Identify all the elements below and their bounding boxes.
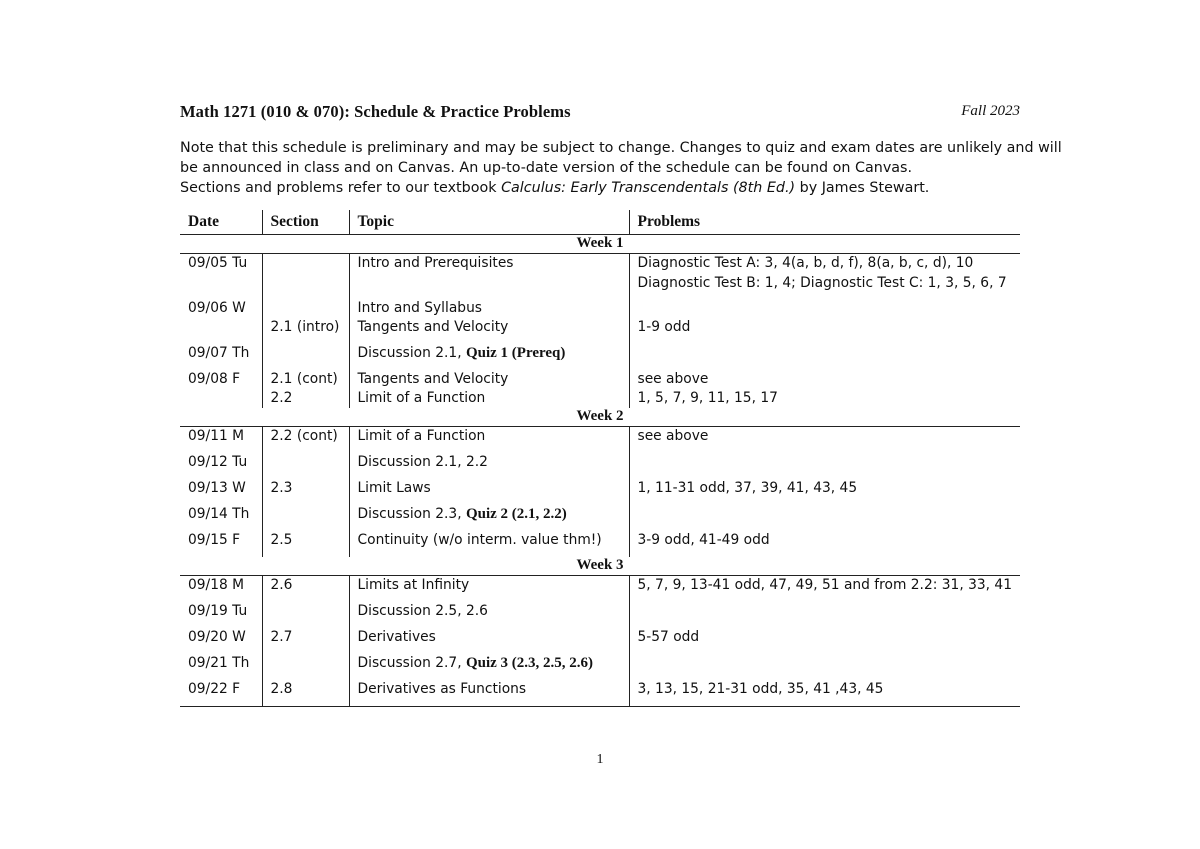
section-cell: 2.8 [262, 680, 349, 707]
topic-cell [349, 531, 629, 557]
section-cell: 2.1 (intro) [262, 318, 349, 344]
table-row [180, 654, 1020, 680]
problems-cell [629, 254, 1020, 300]
table-row [180, 389, 1020, 408]
date-cell: 09/13 W [180, 479, 262, 505]
column-header-section: Section [262, 210, 349, 235]
date-cell: 09/21 Th [180, 654, 262, 680]
topic-cell [349, 628, 629, 654]
problems-text: Diagnostic Test B: 1, 4; Diagnostic Test C: 1, 3, 5, 6, 7 [637, 274, 1007, 291]
date-cell: 09/14 Th [180, 505, 262, 531]
section-cell: 2.2 [262, 389, 349, 408]
problems-text: 1-9 odd [637, 319, 691, 335]
problems-cell [629, 453, 1020, 479]
quiz-label: Quiz 3 (2.3, 2.5, 2.6) [465, 655, 594, 671]
section-cell [262, 299, 349, 318]
date-cell: 09/08 F [180, 370, 262, 389]
topic-cell [349, 453, 629, 479]
table-row [180, 254, 1020, 300]
topic-text: Limits at Infinity [357, 577, 470, 593]
week-row [180, 557, 1020, 576]
table-header-row [180, 210, 1020, 235]
problems-cell [629, 318, 1020, 344]
topic-text: Discussion 2.7, [357, 655, 466, 671]
page-number: 1 [596, 752, 604, 767]
table-row [180, 602, 1020, 628]
topic-cell [349, 576, 629, 603]
intro-text: by James Stewart. [795, 179, 930, 196]
topic-cell [349, 654, 629, 680]
topic-cell [349, 479, 629, 505]
section-cell: 2.7 [262, 628, 349, 654]
table-row [180, 370, 1020, 389]
problems-cell [629, 344, 1020, 370]
intro-paragraph [180, 139, 1062, 198]
table-row [180, 318, 1020, 344]
section-cell [262, 505, 349, 531]
table-row [180, 680, 1020, 707]
date-cell: 09/20 W [180, 628, 262, 654]
topic-cell [349, 344, 629, 370]
week-row [180, 408, 1020, 427]
problems-cell [629, 654, 1020, 680]
topic-text: Limit Laws [357, 480, 431, 496]
problems-text: 1, 11-31 odd, 37, 39, 41, 43, 45 [637, 480, 858, 496]
table-row [180, 344, 1020, 370]
intro-line-2: be announced in class and on Canvas. An up-to-date version of the schedule can be found on Canvas. [180, 159, 913, 176]
date-cell [180, 389, 262, 408]
schedule-table [180, 210, 1020, 707]
date-cell: 09/15 F [180, 531, 262, 557]
topic-text: Derivatives [357, 629, 436, 645]
week-label: Week 1 [180, 235, 1020, 254]
topic-text: Discussion 2.1, 2.2 [357, 454, 488, 470]
topic-cell [349, 505, 629, 531]
topic-text: Discussion 2.3, [357, 506, 466, 522]
date-cell: 09/05 Tu [180, 254, 262, 300]
problems-cell [629, 531, 1020, 557]
problems-cell [629, 505, 1020, 531]
intro-text: Sections and problems refer to our textbook [180, 179, 502, 196]
table-row [180, 505, 1020, 531]
problems-cell [629, 389, 1020, 408]
problems-text: 3, 13, 15, 21-31 odd, 35, 41 ,43, 45 [637, 681, 884, 697]
section-cell: 2.5 [262, 531, 349, 557]
date-cell: 09/06 W [180, 299, 262, 318]
problems-cell [629, 427, 1020, 454]
topic-cell [349, 299, 629, 318]
topic-cell [349, 427, 629, 454]
table-row [180, 453, 1020, 479]
page-title: Math 1271 (010 & 070): Schedule & Practice Problems [180, 102, 571, 121]
quiz-label: Quiz 2 (2.1, 2.2) [465, 506, 567, 522]
section-cell: 2.1 (cont) [262, 370, 349, 389]
problems-cell [629, 576, 1020, 603]
term-label: Fall 2023 [961, 103, 1020, 119]
date-cell: 09/18 M [180, 576, 262, 603]
section-cell: 2.6 [262, 576, 349, 603]
table-row [180, 531, 1020, 557]
problems-cell [629, 602, 1020, 628]
problems-cell [629, 628, 1020, 654]
section-cell [262, 254, 349, 300]
problems-text: see above [637, 371, 709, 387]
topic-cell [349, 389, 629, 408]
week-label: Week 2 [180, 408, 1020, 427]
topic-cell [349, 680, 629, 707]
column-header-problems: Problems [629, 210, 1020, 235]
document-header [180, 102, 1020, 124]
table-row [180, 576, 1020, 603]
table-row [180, 628, 1020, 654]
section-cell [262, 602, 349, 628]
quiz-label: Quiz 1 (Prereq) [465, 345, 566, 361]
date-cell: 09/12 Tu [180, 453, 262, 479]
table-row [180, 299, 1020, 318]
date-cell [180, 318, 262, 344]
problems-cell [629, 370, 1020, 389]
problems-text: 3-9 odd, 41-49 odd [637, 532, 770, 548]
problems-text: 5, 7, 9, 13-41 odd, 47, 49, 51 and from 2.2: 31, 33, 41 [637, 577, 1012, 593]
topic-text: Tangents and Velocity [357, 319, 509, 335]
date-cell: 09/22 F [180, 680, 262, 707]
topic-cell [349, 318, 629, 344]
date-cell: 09/19 Tu [180, 602, 262, 628]
week-label: Week 3 [180, 557, 1020, 576]
textbook-title: Calculus: Early Transcendentals (8th Ed.) [501, 179, 796, 196]
topic-cell [349, 370, 629, 389]
section-cell: 2.3 [262, 479, 349, 505]
problems-cell [629, 680, 1020, 707]
intro-line-1: Note that this schedule is preliminary and may be subject to change. Changes to quiz and exam dates are unlikely and will [180, 140, 1062, 156]
problems-cell [629, 299, 1020, 318]
topic-text: Discussion 2.5, 2.6 [357, 603, 488, 619]
topic-text: Derivatives as Functions [357, 681, 527, 697]
topic-text: Intro and Prerequisites [357, 255, 514, 271]
table-row [180, 427, 1020, 454]
problems-cell [629, 479, 1020, 505]
topic-text: Discussion 2.1, [357, 345, 466, 361]
week-row [180, 235, 1020, 254]
problems-text: 1, 5, 7, 9, 11, 15, 17 [637, 390, 778, 406]
topic-text: Continuity (w/o interm. value thm!) [357, 532, 602, 548]
date-cell: 09/07 Th [180, 344, 262, 370]
table-row [180, 479, 1020, 505]
problems-text: 5-57 odd [637, 629, 700, 645]
date-cell: 09/11 M [180, 427, 262, 454]
section-cell [262, 453, 349, 479]
problems-text: see above [637, 428, 709, 444]
section-cell [262, 654, 349, 680]
column-header-date: Date [180, 210, 262, 235]
column-header-topic: Topic [349, 210, 629, 235]
topic-text: Tangents and Velocity [357, 371, 509, 387]
topic-cell [349, 602, 629, 628]
topic-cell [349, 254, 629, 300]
topic-text: Limit of a Function [357, 390, 486, 406]
topic-text: Limit of a Function [357, 428, 486, 444]
section-cell: 2.2 (cont) [262, 427, 349, 454]
intro-line-3 [180, 179, 1025, 199]
problems-text: Diagnostic Test A: 3, 4(a, b, d, f), 8(a, b, c, d), 10 [637, 255, 974, 271]
section-cell [262, 344, 349, 370]
topic-text: Intro and Syllabus [357, 300, 482, 316]
